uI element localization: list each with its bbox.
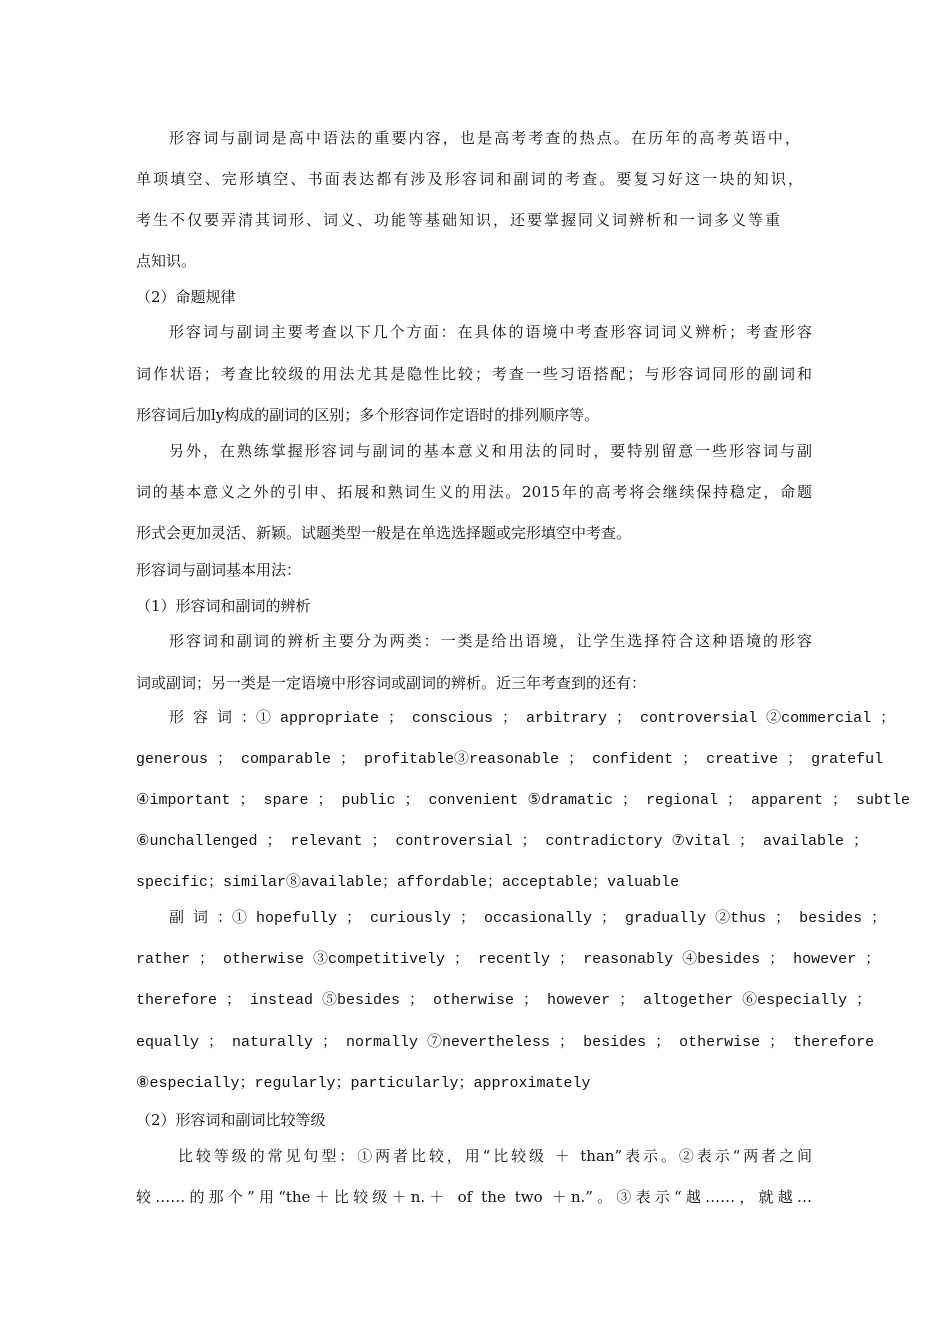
rules-para2-line-1: 另外，在熟练掌握形容词与副词的基本意义和用法的同时，要特别留意一些形容词与副 [169,442,812,460]
adjective-list-line-1: 形 容 词 ：① appropriate ； conscious ； arbitrary ； controversial ②commercial ； [169,710,896,727]
rules-para1-line-2: 词作状语；考查比较级的用法尤其是隐性比较；考查一些习语搭配；与形容词同形的副词和 [136,365,812,383]
adjective-list-line-4: ⑥unchallenged ； relevant ； controversial ； contradictory ⑦vital ； available ； [136,833,868,850]
intro-line-3: 考生不仅要弄清其词形、词义、功能等基础知识，还要掌握同义词辨析和一词多义等重 [136,211,780,229]
adjective-list-line-2: generous ； comparable ； profitable③reasonable ； confident ； creative ； grateful [136,751,884,768]
intro-line-4: 点知识。 [136,252,197,270]
rules-para2-line-3: 形式会更加灵活、新颖。试题类型一般是在单选选择题或完形填空中考查。 [136,524,632,542]
intro-line-1: 形容词与副词是高中语法的重要内容，也是高考考查的热点。在历年的高考英语中， [169,129,800,147]
section-heading-mingti: （2）命题规律 [136,288,236,306]
adjective-list-line-3: ④important ； spare ； public ； convenient ⑤dramatic ； regional ； apparent ； subtle [136,792,911,809]
adverb-list-line-3: therefore ； instead ⑤besides ； otherwise ； however ； altogether ⑥especially ； [136,992,872,1009]
adjective-list-line-5: specific；similar⑧available；affordable；acceptable；valuable [136,874,680,891]
adverb-list-line-4: equally ； naturally ； normally ⑦nevertheless ； besides ； otherwise ； therefore [136,1034,875,1051]
bianxi-para-line-2: 词或副词；另一类是一定语境中形容词或副词的辨析。近三年考查到的还有： [136,674,647,692]
bianxi-para-line-1: 形容词和副词的辨析主要分为两类：一类是给出语境，让学生选择符合这种语境的形容 [169,632,812,650]
section-heading-bianxi: （1）形容词和副词的辨析 [136,597,311,615]
section-heading-comparison: （2）形容词和副词比较等级 [136,1111,326,1129]
rules-para2-line-2: 词的基本意义之外的引申、拓展和熟词生义的用法。2015年的高考将会继续保持稳定，命题 [136,483,812,501]
comparison-para-line-1: 比较等级的常见句型：①两者比较，用“比较级 ＋ than”表示。②表示“两者之间 [178,1147,812,1165]
comparison-para-line-2: 较……的那个”用“the＋比较级＋n.＋ of the two ＋n.”。③表示“越……，就越… [136,1188,812,1206]
adverb-list-line-1: 副 词 ：① hopefully ； curiously ； occasionally ； gradually ②thus ； besides ； [169,910,887,927]
adverb-list-line-2: rather ； otherwise ③competitively ； recently ； reasonably ④besides ； however ； [136,951,881,968]
adverb-list-line-5: ⑧especially；regularly；particularly；approximately [136,1075,591,1092]
rules-para1-line-3: 形容词后加ly构成的副词的区别；多个形容词作定语时的排列顺序等。 [136,406,600,424]
rules-para1-line-1: 形容词与副词主要考查以下几个方面：在具体的语境中考查形容词词义辨析；考查形容 [169,323,812,341]
intro-line-2: 单项填空、完形填空、书面表达都有涉及形容词和副词的考查。要复习好这一块的知识， [136,170,803,188]
basic-usage-heading: 形容词与副词基本用法： [136,561,302,579]
